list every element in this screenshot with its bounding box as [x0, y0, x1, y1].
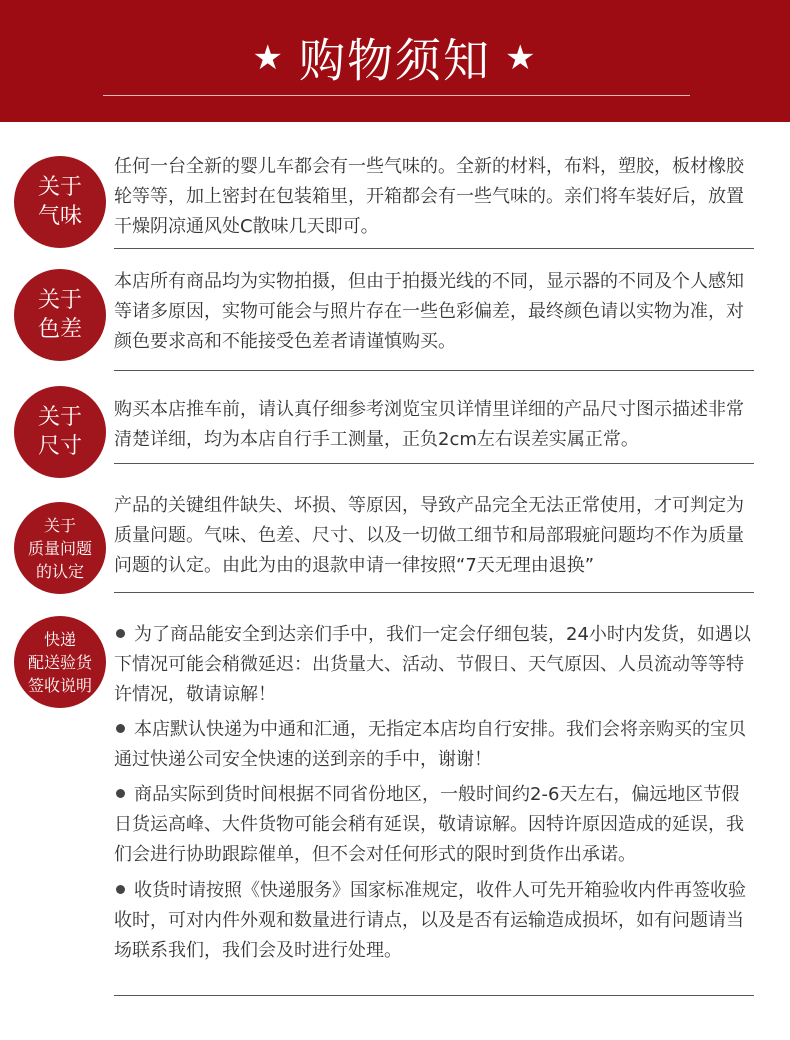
delivery-bullet-item	[114, 876, 754, 966]
delivery-bullet-text: 收货时请按照《快递服务》国家标准规定，收件人可先开箱验收内件再签收验收时，可对内件外观和数量进行请点，以及是否有运输造成损坏，如有问题请当场联系我们，我们会及时进行处理。	[114, 880, 746, 961]
section-size-text: 购买本店推车前，请认真仔细参考浏览宝贝详情里详细的产品尺寸图示描述非常清楚详细，均为本店自行手工测量，正负2cm左右误差实属正常。	[114, 399, 744, 450]
badge-smell	[14, 156, 106, 248]
badge-size-label: 关于 尺寸	[37, 405, 82, 459]
delivery-bullet-item	[114, 715, 754, 775]
section-divider	[114, 995, 754, 996]
badge-color-difference-label: 关于 色差	[37, 288, 82, 342]
header-divider	[103, 95, 690, 96]
delivery-bullet-text: 为了商品能安全到达亲们手中，我们一定会仔细包装，24小时内发货，如遇以下情况可能会稍微延迟：出货量大、活动、节假日、天气原因、人员流动等等特许情况，敬请谅解！	[114, 624, 751, 705]
bullet-icon	[116, 629, 125, 638]
page-title	[0, 22, 790, 96]
badge-quality-label: 关于 质量问题 的认定	[27, 515, 92, 581]
section-divider	[114, 248, 754, 249]
section-divider	[114, 463, 754, 464]
section-color-difference-text: 本店所有商品均为实物拍摄，但由于拍摄光线的不同，显示器的不同及个人感知等诸多原因，实物可能会与照片存在一些色彩偏差，最终颜色请以实物为准，对颜色要求高和不能接受色差者请谨慎购买。	[114, 271, 744, 352]
star-icon: ★	[505, 37, 538, 78]
badge-size	[14, 386, 106, 478]
section-divider	[114, 592, 754, 593]
delivery-bullet-text: 本店默认快递为中通和汇通，无指定本店均自行安排。我们会将亲购买的宝贝通过快递公司安全快速的送到亲的手中，谢谢！	[114, 719, 746, 770]
badge-smell-label: 关于 气味	[37, 175, 82, 229]
badge-color-difference	[14, 269, 106, 361]
badge-quality	[14, 502, 106, 594]
header-banner	[0, 0, 790, 122]
badge-delivery	[14, 616, 106, 708]
delivery-bullet-item	[114, 620, 754, 710]
delivery-bullet-text: 商品实际到货时间根据不同省份地区，一般时间约2-6天左右，偏远地区节假日货运高峰、大件货物可能会稍有延误，敬请谅解。因特许原因造成的延误，我们会进行协助跟踪催单，但不会对任何形式的限时到货作出承诺。	[114, 784, 744, 865]
page-title-text: 购物须知	[299, 33, 491, 88]
section-divider	[114, 370, 754, 371]
section-smell-text: 任何一台全新的婴儿车都会有一些气味的。全新的材料，布料，塑胶，板材橡胶轮等等，加上密封在包装箱里，开箱都会有一些气味的。亲们将车装好后，放置干燥阴凉通风处C散味几天即可。	[114, 156, 744, 237]
bullet-icon	[116, 724, 125, 733]
star-icon: ★	[252, 37, 285, 78]
section-quality-text: 产品的关键组件缺失、坏损、等原因，导致产品完全无法正常使用，才可判定为质量问题。气味、色差、尺寸、以及一切做工细节和局部瑕疵问题均不作为质量问题的认定。由此为由的退款申请一律按照“7天无理由退换”	[114, 495, 744, 576]
badge-delivery-label: 快递 配送验货 签收说明	[27, 629, 92, 695]
bullet-icon	[116, 789, 125, 798]
bullet-icon	[116, 885, 125, 894]
delivery-bullet-item	[114, 780, 754, 870]
